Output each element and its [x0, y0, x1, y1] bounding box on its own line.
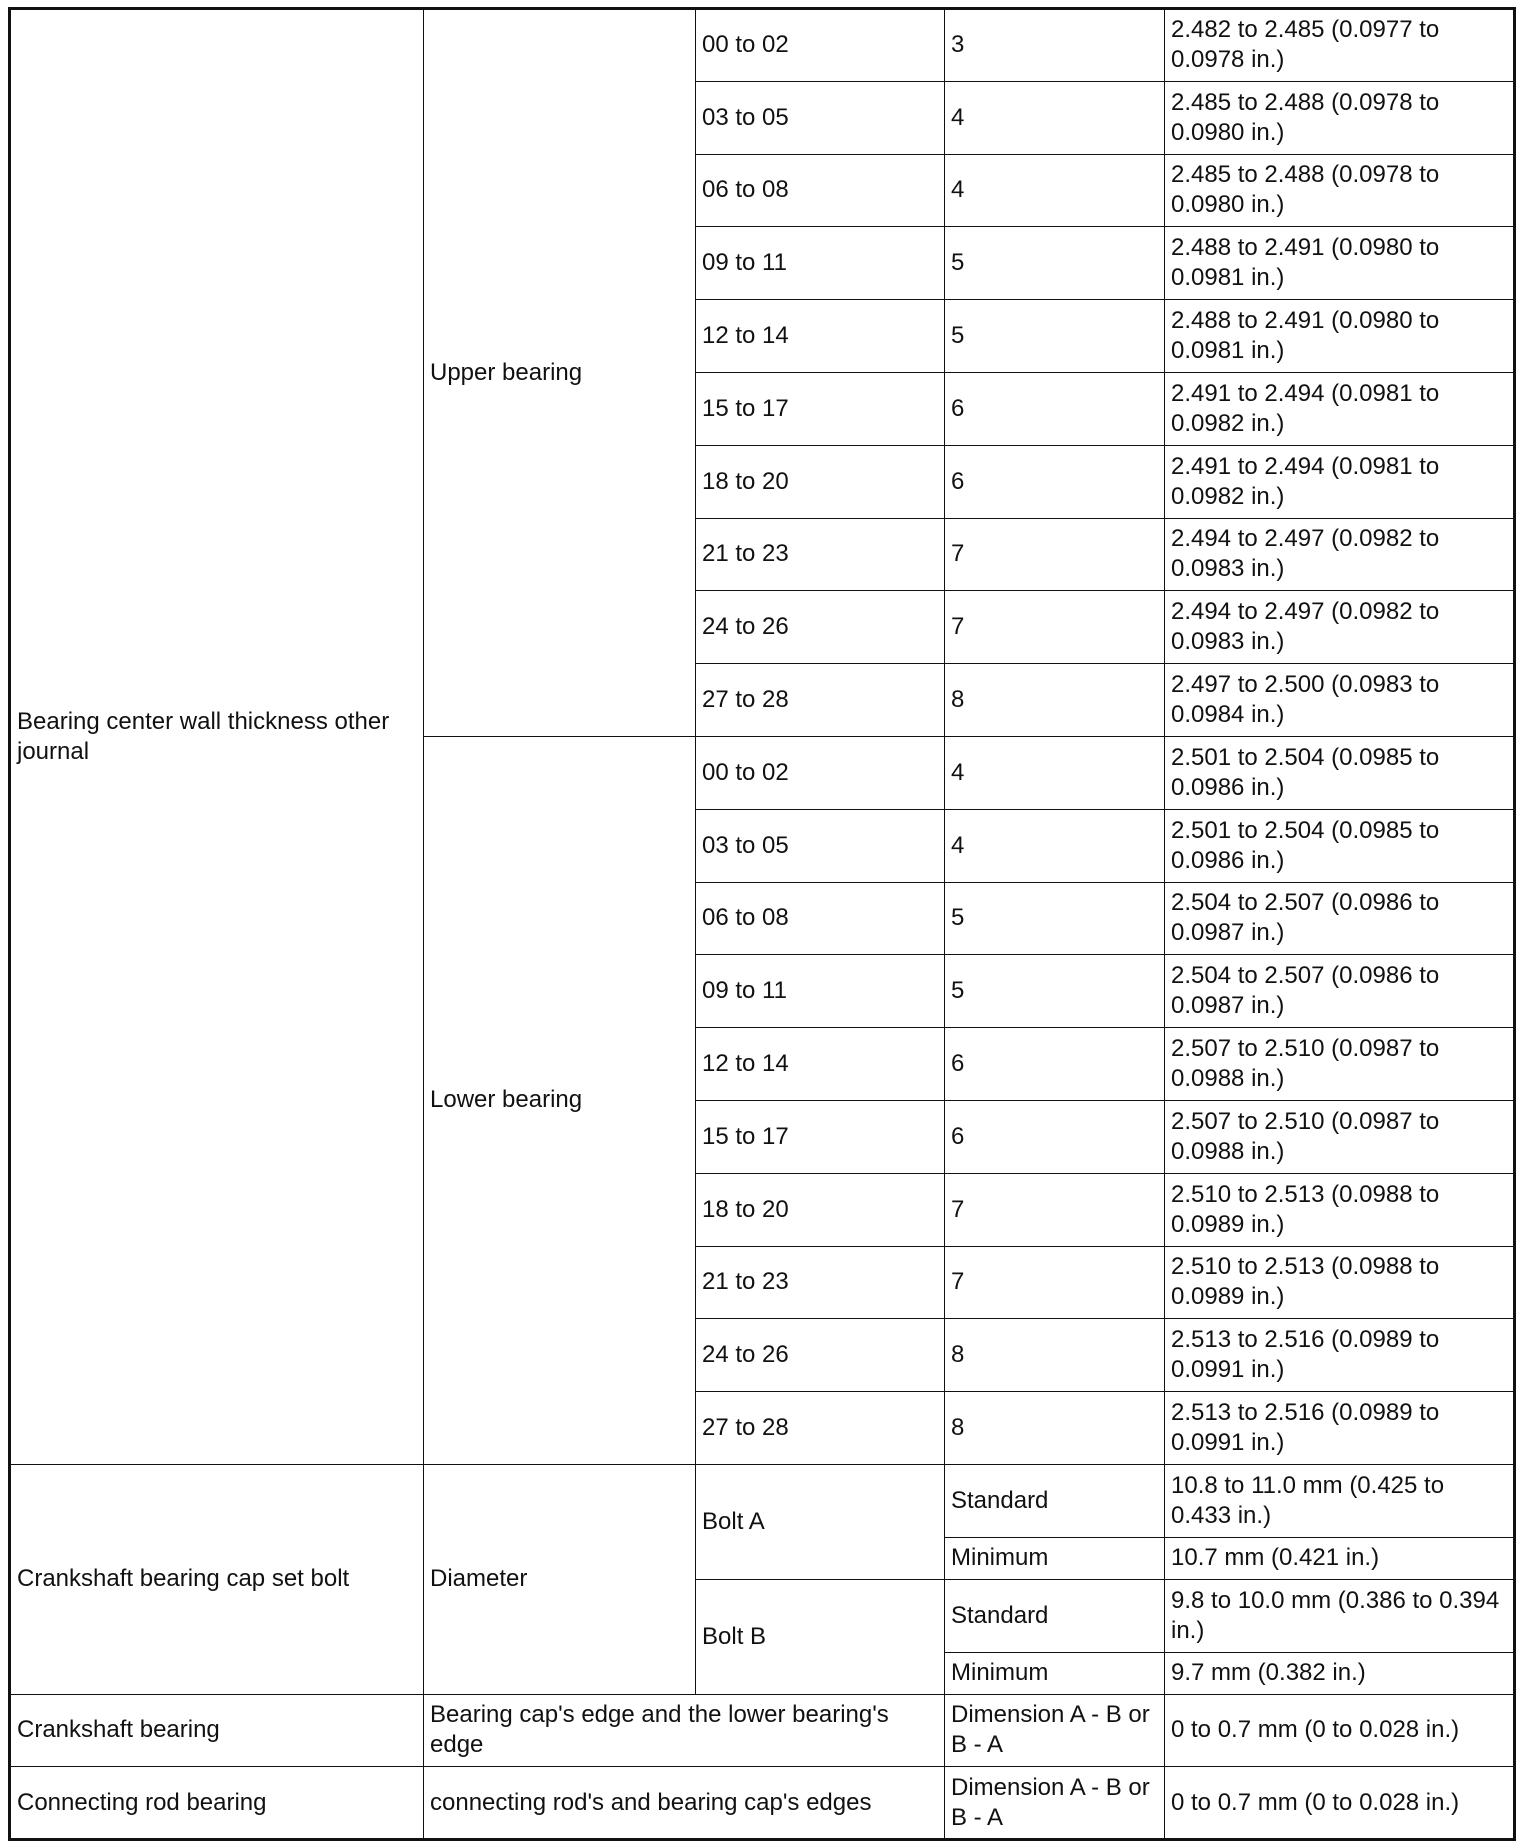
spec-cell: 2.482 to 2.485 (0.0977 to 0.0978 in.): [1165, 9, 1515, 82]
spec-cell: 2.491 to 2.494 (0.0981 to 0.0982 in.): [1165, 372, 1515, 445]
spec-table-body: [10, 9, 1515, 1840]
table-row: [10, 1694, 1515, 1767]
spec-cell: 2.501 to 2.504 (0.0985 to 0.0986 in.): [1165, 736, 1515, 809]
range-cell: 27 to 28: [696, 664, 945, 737]
spec-cell: 2.488 to 2.491 (0.0980 to 0.0981 in.): [1165, 300, 1515, 373]
spec-cell: 2.504 to 2.507 (0.0986 to 0.0987 in.): [1165, 955, 1515, 1028]
spec-cell: 2.507 to 2.510 (0.0987 to 0.0988 in.): [1165, 1100, 1515, 1173]
range-cell: 00 to 02: [696, 9, 945, 82]
range-cell: 09 to 11: [696, 955, 945, 1028]
standard-value-cell: 9.8 to 10.0 mm (0.386 to 0.394 in.): [1165, 1579, 1515, 1652]
grade-cell: 8: [945, 1392, 1165, 1465]
grade-cell: 7: [945, 518, 1165, 591]
connecting-rod-label-cell: Connecting rod bearing: [10, 1767, 424, 1840]
grade-cell: 3: [945, 9, 1165, 82]
diameter-label-cell: Diameter: [424, 1464, 696, 1694]
spec-cell: 2.491 to 2.494 (0.0981 to 0.0982 in.): [1165, 445, 1515, 518]
grade-cell: 6: [945, 445, 1165, 518]
grade-cell: 5: [945, 882, 1165, 955]
spec-cell: 2.485 to 2.488 (0.0978 to 0.0980 in.): [1165, 154, 1515, 227]
table-row: [10, 1767, 1515, 1840]
spec-cell: 2.494 to 2.497 (0.0982 to 0.0983 in.): [1165, 518, 1515, 591]
grade-cell: 4: [945, 154, 1165, 227]
grade-cell: 6: [945, 1028, 1165, 1101]
spec-cell: 2.510 to 2.513 (0.0988 to 0.0989 in.): [1165, 1173, 1515, 1246]
standard-value-cell: 10.8 to 11.0 mm (0.425 to 0.433 in.): [1165, 1464, 1515, 1537]
range-cell: 27 to 28: [696, 1392, 945, 1465]
range-cell: 06 to 08: [696, 154, 945, 227]
range-cell: 03 to 05: [696, 809, 945, 882]
range-cell: 21 to 23: [696, 518, 945, 591]
range-cell: 00 to 02: [696, 736, 945, 809]
spec-cell: 2.494 to 2.497 (0.0982 to 0.0983 in.): [1165, 591, 1515, 664]
grade-cell: 6: [945, 1100, 1165, 1173]
table-row: [10, 9, 1515, 82]
grade-cell: 5: [945, 955, 1165, 1028]
spec-cell: 2.513 to 2.516 (0.0989 to 0.0991 in.): [1165, 1319, 1515, 1392]
spec-cell: 2.485 to 2.488 (0.0978 to 0.0980 in.): [1165, 81, 1515, 154]
grade-cell: 4: [945, 81, 1165, 154]
specification-table: [8, 7, 1516, 1841]
range-cell: 03 to 05: [696, 81, 945, 154]
bolt-a-label-cell: Bolt A: [696, 1464, 945, 1579]
dimension-cell: Dimension A - B or B - A: [945, 1767, 1165, 1840]
range-cell: 21 to 23: [696, 1246, 945, 1319]
spec-cell: 2.504 to 2.507 (0.0986 to 0.0987 in.): [1165, 882, 1515, 955]
clearance-value-cell: 0 to 0.7 mm (0 to 0.028 in.): [1165, 1694, 1515, 1767]
standard-label-cell: Standard: [945, 1579, 1165, 1652]
spec-cell: 2.513 to 2.516 (0.0989 to 0.0991 in.): [1165, 1392, 1515, 1465]
crankshaft-bearing-description-cell: Bearing cap's edge and the lower bearing's edge: [424, 1694, 945, 1767]
upper-bearing-label-cell: Upper bearing: [424, 9, 696, 737]
bolt-b-label-cell: Bolt B: [696, 1579, 945, 1694]
range-cell: 06 to 08: [696, 882, 945, 955]
grade-cell: 4: [945, 736, 1165, 809]
crankshaft-bearing-label-cell: Crankshaft bearing: [10, 1694, 424, 1767]
cap-bolt-label-cell: Crankshaft bearing cap set bolt: [10, 1464, 424, 1694]
minimum-value-cell: 10.7 mm (0.421 in.): [1165, 1537, 1515, 1579]
clearance-value-cell: 0 to 0.7 mm (0 to 0.028 in.): [1165, 1767, 1515, 1840]
grade-cell: 5: [945, 300, 1165, 373]
range-cell: 15 to 17: [696, 372, 945, 445]
spec-cell: 2.501 to 2.504 (0.0985 to 0.0986 in.): [1165, 809, 1515, 882]
range-cell: 24 to 26: [696, 591, 945, 664]
range-cell: 12 to 14: [696, 300, 945, 373]
grade-cell: 6: [945, 372, 1165, 445]
lower-bearing-label-cell: Lower bearing: [424, 736, 696, 1464]
grade-cell: 8: [945, 1319, 1165, 1392]
spec-cell: 2.497 to 2.500 (0.0983 to 0.0984 in.): [1165, 664, 1515, 737]
spec-cell: 2.510 to 2.513 (0.0988 to 0.0989 in.): [1165, 1246, 1515, 1319]
minimum-label-cell: Minimum: [945, 1537, 1165, 1579]
bearing-center-label-cell: Bearing center wall thickness other journal: [10, 9, 424, 1465]
grade-cell: 5: [945, 227, 1165, 300]
spec-cell: 2.507 to 2.510 (0.0987 to 0.0988 in.): [1165, 1028, 1515, 1101]
grade-cell: 8: [945, 664, 1165, 737]
range-cell: 18 to 20: [696, 1173, 945, 1246]
range-cell: 12 to 14: [696, 1028, 945, 1101]
dimension-cell: Dimension A - B or B - A: [945, 1694, 1165, 1767]
range-cell: 24 to 26: [696, 1319, 945, 1392]
spec-cell: 2.488 to 2.491 (0.0980 to 0.0981 in.): [1165, 227, 1515, 300]
grade-cell: 4: [945, 809, 1165, 882]
table-row: [10, 1464, 1515, 1537]
minimum-label-cell: Minimum: [945, 1652, 1165, 1694]
range-cell: 09 to 11: [696, 227, 945, 300]
grade-cell: 7: [945, 1173, 1165, 1246]
range-cell: 15 to 17: [696, 1100, 945, 1173]
grade-cell: 7: [945, 1246, 1165, 1319]
range-cell: 18 to 20: [696, 445, 945, 518]
minimum-value-cell: 9.7 mm (0.382 in.): [1165, 1652, 1515, 1694]
connecting-rod-description-cell: connecting rod's and bearing cap's edges: [424, 1767, 945, 1840]
standard-label-cell: Standard: [945, 1464, 1165, 1537]
grade-cell: 7: [945, 591, 1165, 664]
